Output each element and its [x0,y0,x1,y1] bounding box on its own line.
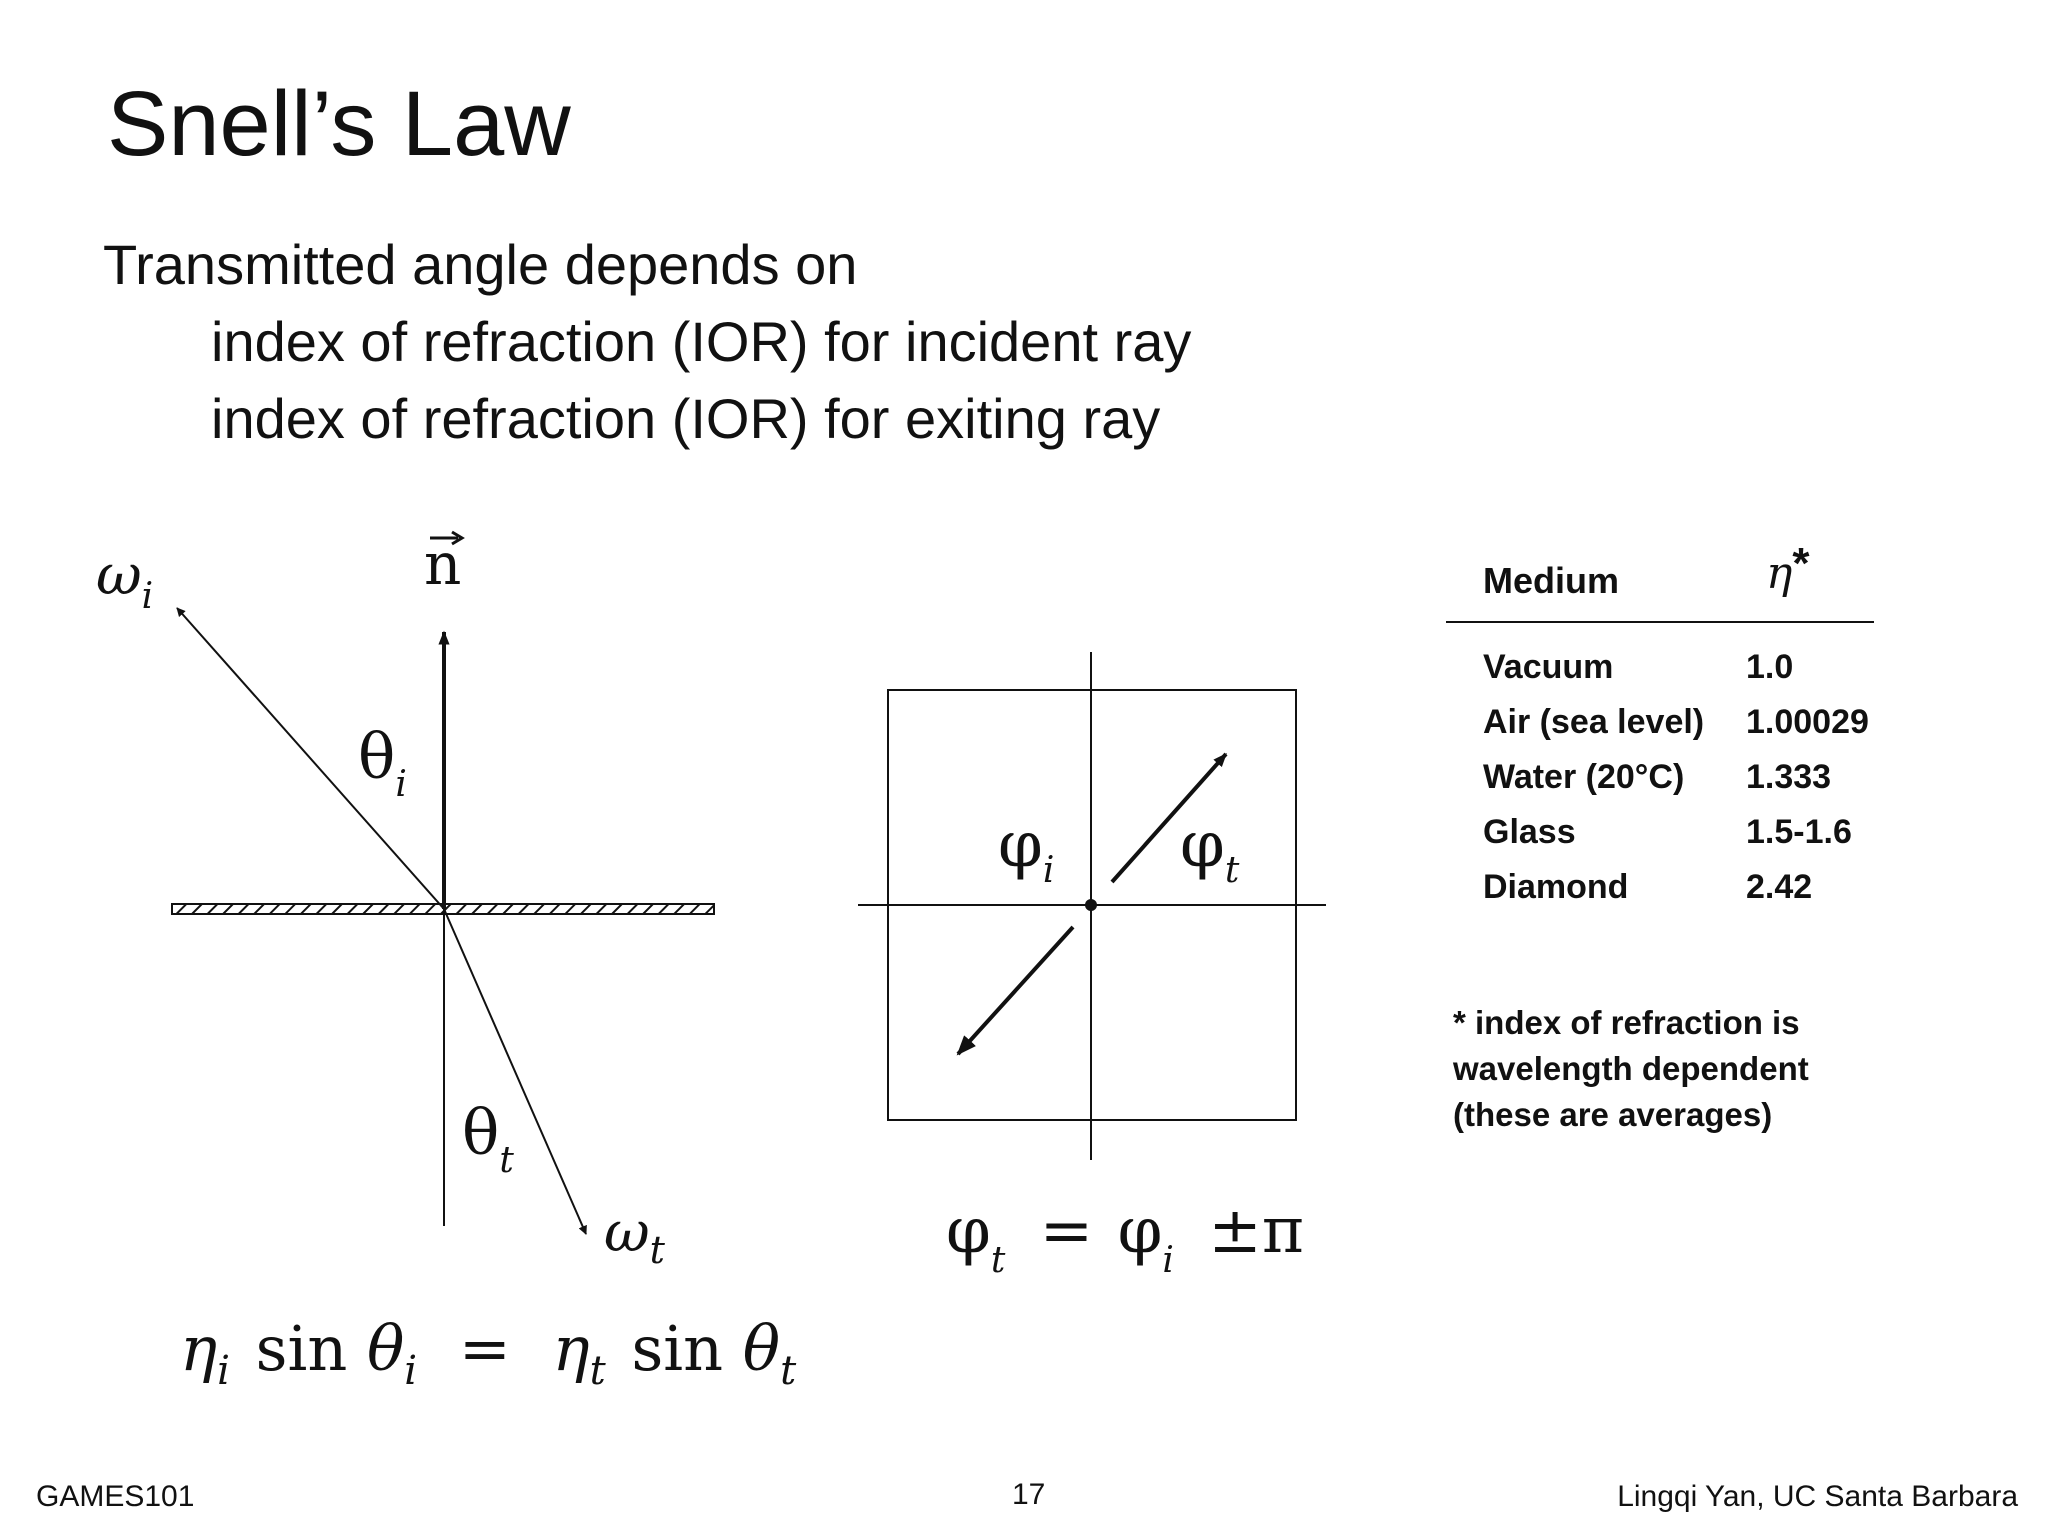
phi-i-label: $\varphi_i$ [998,808,1055,891]
footer-author: Lingqi Yan, UC Santa Barbara [1617,1480,2018,1513]
theta-t-label: $\theta_t$ [462,1096,514,1181]
slide-title: Snell’s Law [107,73,571,175]
snell-left-diagram [172,532,714,1234]
footnote-line: * index of refraction is [1453,1004,1800,1041]
table-row-medium: Water (20°C) [1483,758,1685,796]
table-footnote [1453,1000,1809,1138]
bullet-incident-ior: index of refraction (IOR) for incident ray [211,310,1192,373]
table-row-eta: 1.0 [1746,648,1794,686]
phi-origin-dot [1085,899,1097,911]
snell-equation: $\eta_i$ $\sin \theta_i = \eta_t$ $\sin \theta_t$ [180,1312,797,1394]
phi-equation: $\varphi_t = \varphi_i \pm\pi$ [946,1194,1304,1281]
slide-subtitle: Transmitted angle depends on [103,233,858,296]
phi-middle-diagram [858,652,1326,1160]
table-row-medium: Diamond [1483,868,1629,906]
phi-t-label: $\varphi_t$ [1180,808,1240,891]
bullet-exiting-ior: index of refraction (IOR) for exiting ray [211,387,1161,450]
normal-label: n [424,530,462,598]
transmitted-ray [444,909,586,1234]
omega-i-label: $\omega_i$ [96,543,154,617]
footnote-line: wavelength dependent [1453,1050,1809,1087]
table-row-medium: Vacuum [1483,648,1614,686]
theta-i-label: $\theta_i$ [358,720,407,805]
footer-page-number: 17 [1012,1478,1046,1511]
phi-incident-arrow [958,927,1073,1054]
table-header-eta: η* [1766,539,1810,599]
table-row-eta: 1.333 [1746,758,1832,796]
table-row-eta: 1.00029 [1746,703,1869,741]
footer-course: GAMES101 [36,1480,195,1513]
table-row-eta: 1.5-1.6 [1746,813,1852,851]
table-header-medium: Medium [1483,560,1620,601]
table-row-eta: 2.42 [1746,868,1813,906]
table-row-medium: Glass [1483,813,1576,851]
footnote-line: (these are averages) [1453,1096,1773,1133]
table-row-medium: Air (sea level) [1483,703,1705,741]
omega-t-label: $\omega_t$ [604,1200,665,1272]
